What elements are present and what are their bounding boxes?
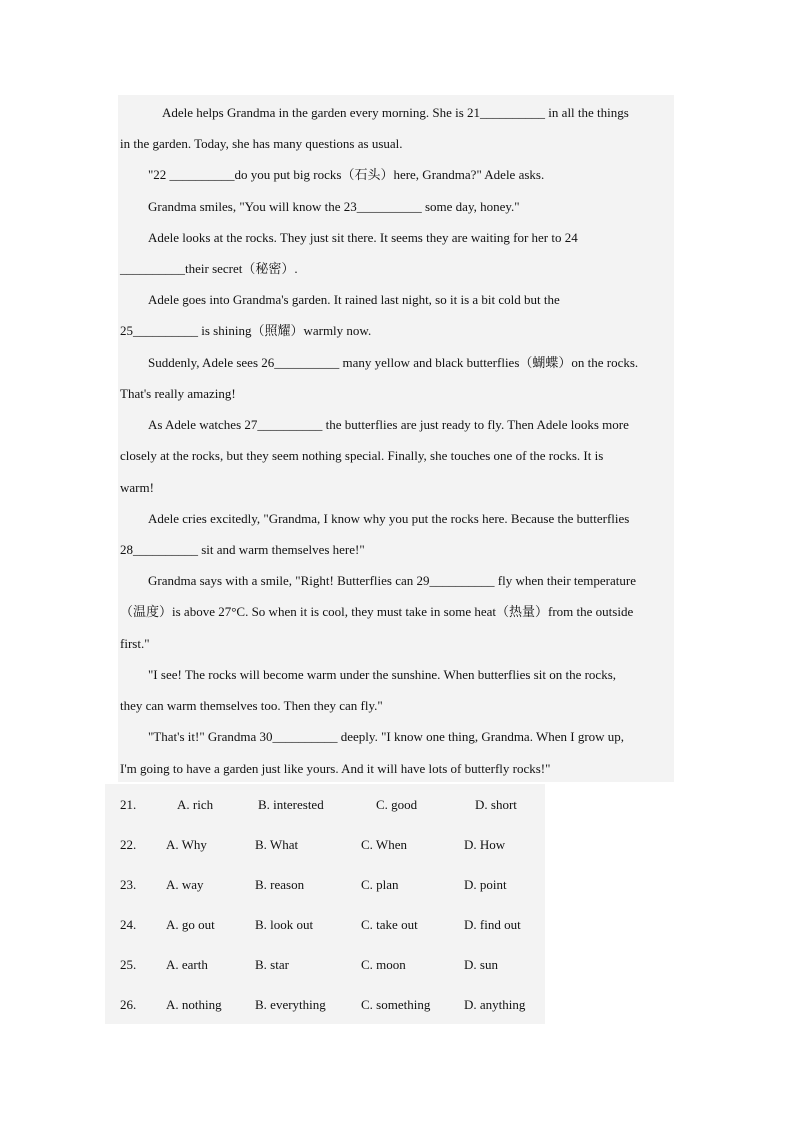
passage-line: warm!	[120, 480, 154, 495]
passage-line: That's really amazing!	[120, 386, 236, 401]
option-b: B. reason	[255, 877, 305, 892]
passage-line: they can warm themselves too. Then they can fly."	[120, 698, 383, 713]
option-c: C. good	[376, 797, 418, 812]
options-background	[105, 784, 545, 1024]
question-number: 23.	[120, 877, 137, 892]
passage-line: I'm going to have a garden just like yours. And it will have lots of butterfly rocks!"	[120, 761, 551, 776]
passage-line: "22 __________do you put big rocks（石头）here, Grandma?" Adele asks.	[148, 167, 545, 182]
option-d: D. sun	[464, 957, 498, 972]
option-a: A. go out	[166, 917, 215, 932]
option-b: B. interested	[258, 797, 324, 812]
option-d: D. point	[464, 877, 507, 892]
option-d: D. anything	[464, 997, 526, 1012]
passage-line: closely at the rocks, but they seem nothing special. Finally, she touches one of the rocks. It is	[120, 448, 604, 463]
question-number: 25.	[120, 957, 137, 972]
passage-line: Adele helps Grandma in the garden every morning. She is 21__________ in all the things	[162, 105, 629, 120]
option-a: A. way	[166, 877, 204, 892]
passage-line: 25__________ is shining（照耀）warmly now.	[120, 323, 372, 338]
option-b: B. everything	[255, 997, 326, 1012]
option-c: C. When	[361, 837, 407, 852]
option-c: C. take out	[361, 917, 418, 932]
option-a: A. Why	[166, 837, 207, 852]
passage-line: first."	[120, 636, 150, 651]
option-b: B. look out	[255, 917, 314, 932]
passage-line: Grandma says with a smile, "Right! Butterflies can 29__________ fly when their temperature	[148, 573, 636, 588]
question-number: 26.	[120, 997, 137, 1012]
question-number: 21.	[120, 797, 137, 812]
option-a: A. nothing	[166, 997, 222, 1012]
passage-line: As Adele watches 27__________ the butterflies are just ready to fly. Then Adele looks more	[148, 417, 629, 432]
passage-line: Grandma smiles, "You will know the 23__________ some day, honey."	[148, 199, 520, 214]
passage-line: Adele cries excitedly, "Grandma, I know why you put the rocks here. Because the butterflies	[148, 511, 630, 526]
passage-line: "That's it!" Grandma 30__________ deeply. "I know one thing, Grandma. When I grow up,	[148, 729, 625, 744]
option-a: A. earth	[166, 957, 208, 972]
option-d: D. How	[464, 837, 506, 852]
passage-line: __________their secret（秘密）.	[120, 261, 298, 276]
passage-line: 28__________ sit and warm themselves here!"	[120, 542, 365, 557]
passage-line: （温度）is above 27°C. So when it is cool, they must take in some heat（热量）from the outside	[120, 604, 634, 619]
option-d: D. find out	[464, 917, 521, 932]
passage-line: in the garden. Today, she has many questions as usual.	[120, 136, 403, 151]
passage-line: Adele goes into Grandma's garden. It rained last night, so it is a bit cold but the	[148, 292, 560, 307]
option-a: A. rich	[177, 797, 214, 812]
option-c: C. moon	[361, 957, 406, 972]
question-number: 22.	[120, 837, 137, 852]
option-d: D. short	[475, 797, 517, 812]
question-number: 24.	[120, 917, 137, 932]
passage-line: Adele looks at the rocks. They just sit there. It seems they are waiting for her to 24	[148, 230, 578, 245]
option-c: C. plan	[361, 877, 399, 892]
option-c: C. something	[361, 997, 431, 1012]
passage-line: "I see! The rocks will become warm under the sunshine. When butterflies sit on the rocks,	[148, 667, 617, 682]
passage-line: Suddenly, Adele sees 26__________ many yellow and black butterflies（蝴蝶）on the rocks.	[148, 355, 639, 370]
option-b: B. What	[255, 837, 299, 852]
option-b: B. star	[255, 957, 289, 972]
